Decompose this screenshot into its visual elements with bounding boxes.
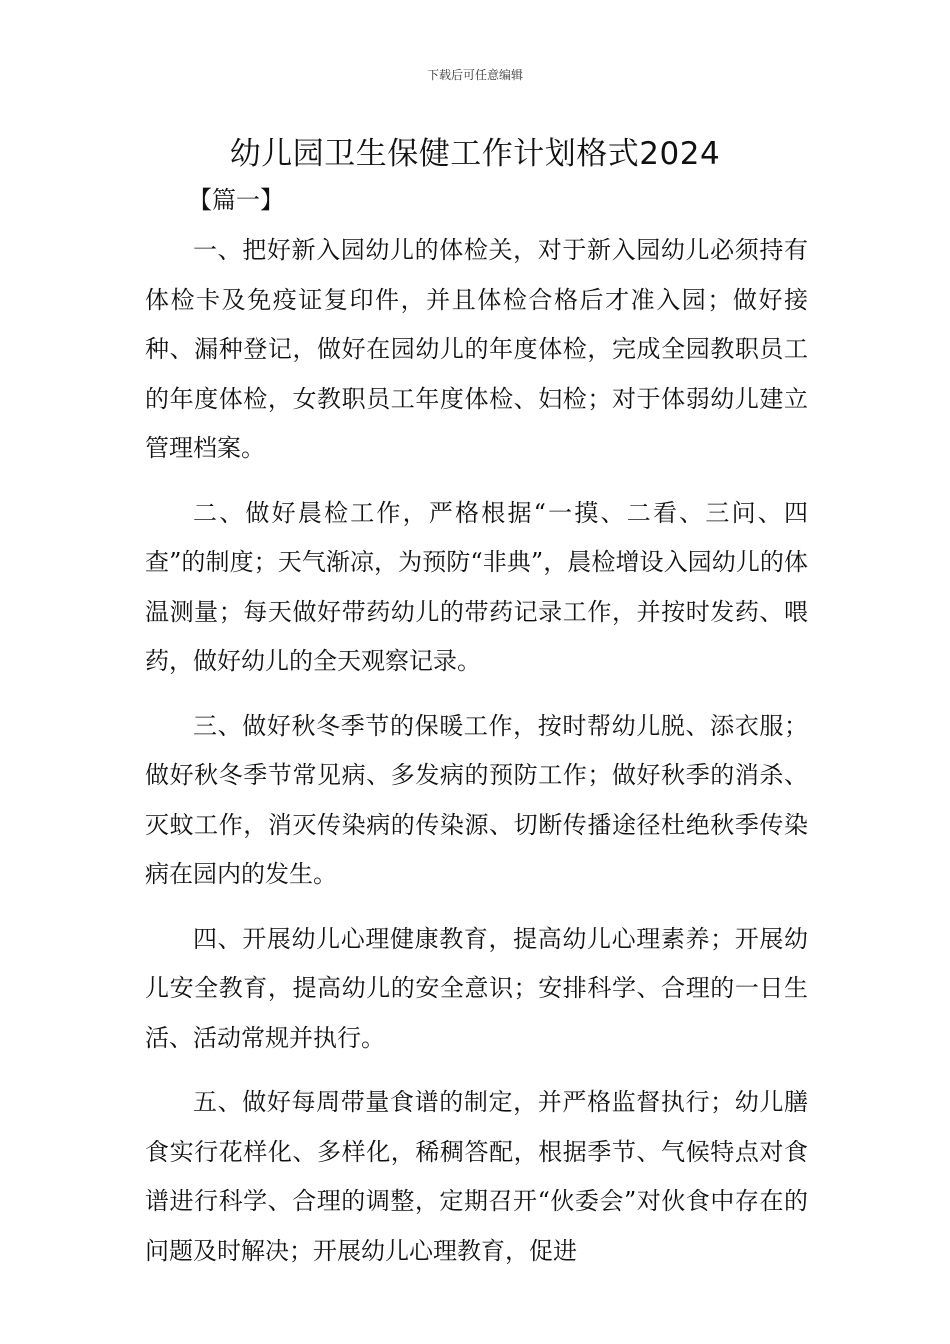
document-body (145, 226, 808, 1291)
paragraph-5: 五、做好每周带量食谱的制定，并严格监督执行；幼儿膳食实行花样化、多样化，稀稠答配，根据季节、气候特点对食谱进行科学、合理的调整，定期召开“伙委会”对伙食中存在的问题及时解决；开展幼儿心理教育，促进 (145, 1088, 808, 1265)
header-note: 下载后可任意编辑 (426, 68, 523, 82)
section-label: 【篇一】 (188, 186, 284, 214)
paragraph-4: 四、开展幼儿心理健康教育，提高幼儿心理素养；开展幼儿安全教育，提高幼儿的安全意识；安排科学、合理的一日生活、活动常规并执行。 (145, 924, 808, 1052)
paragraph-1: 一、把好新入园幼儿的体检关，对于新入园幼儿必须持有体检卡及免疫证复印件，并且体检合格后才准入园；做好接种、漏种登记，做好在园幼儿的年度体检，完成全园教职员工的年度体检，女教职员工年度体检、妇检；对于体弱幼儿建立管理档案。 (145, 236, 808, 462)
paragraph-2: 二、做好晨检工作，严格根据“一摸、二看、三问、四查”的制度；天气渐凉，为预防“非典”，晨检增设入园幼儿的体温测量；每天做好带药幼儿的带药记录工作，并按时发药、喂药，做好幼儿的全天观察记录。 (145, 498, 808, 675)
paragraph-3: 三、做好秋冬季节的保暖工作，按时帮幼儿脱、添衣服；做好秋冬季节常见病、多发病的预防工作；做好秋季的消杀、灭蚊工作，消灭传染病的传染源、切断传播途径杜绝秋季传染病在园内的发生。 (145, 711, 808, 888)
document-title: 幼儿园卫生保健工作计划格式2024 (229, 136, 721, 172)
